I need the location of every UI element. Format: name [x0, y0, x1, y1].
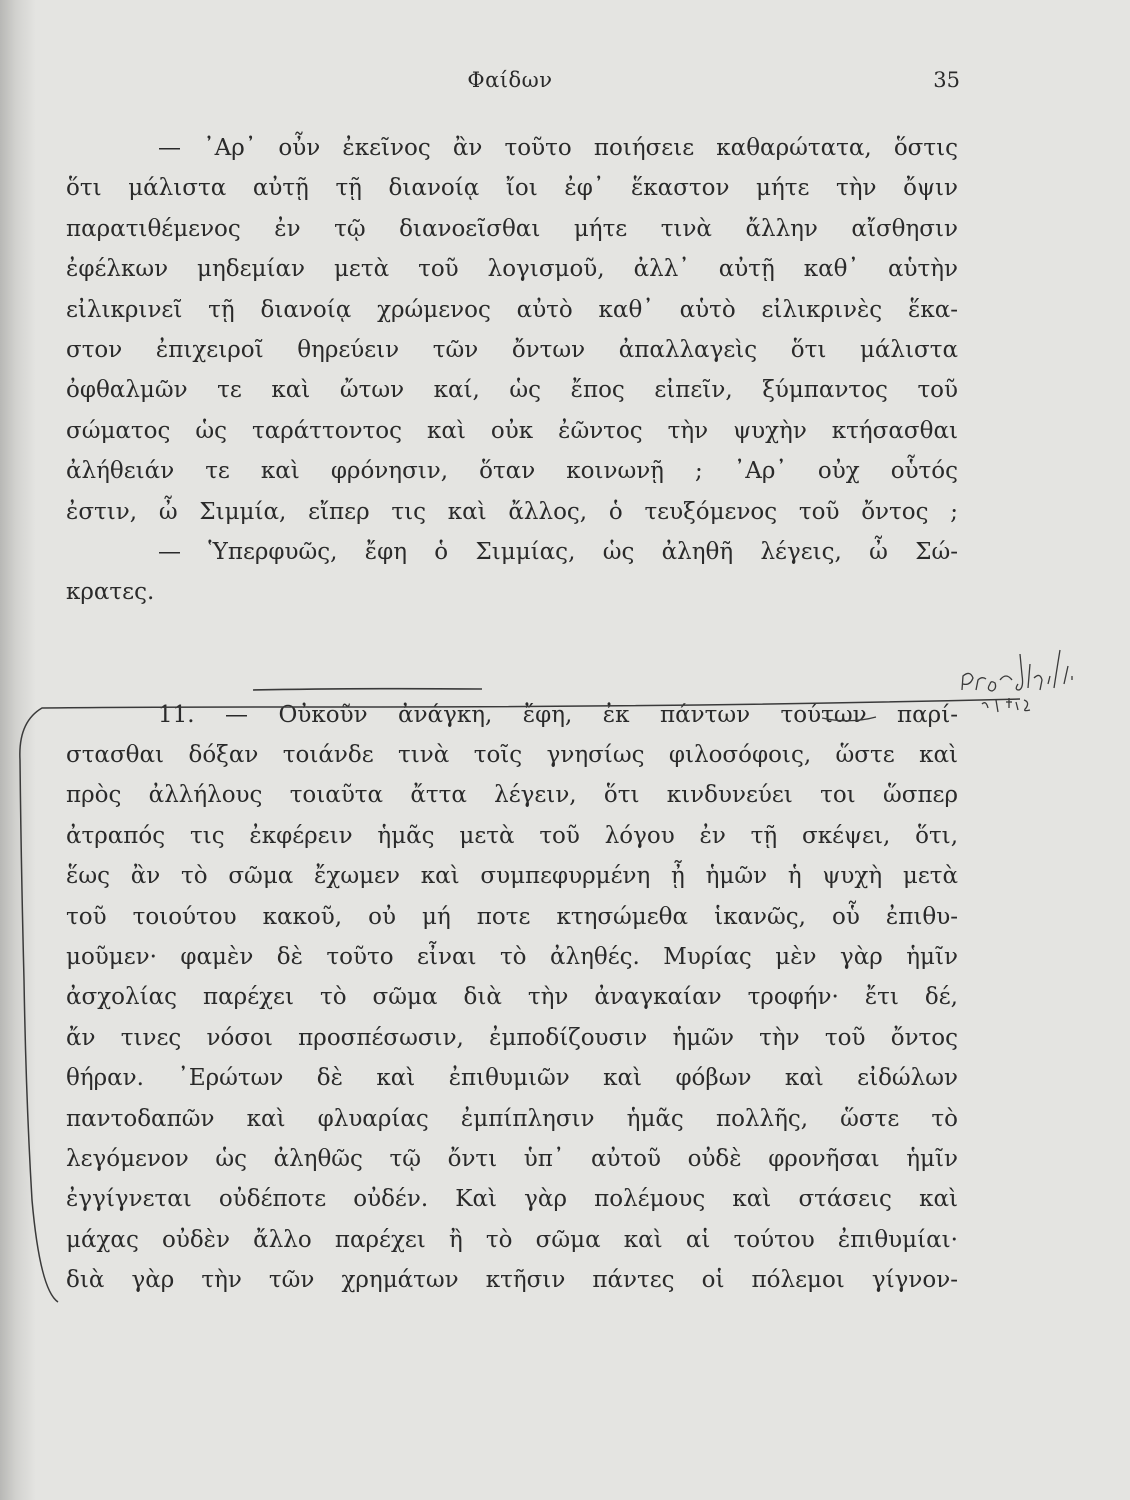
text-line: πρὸς ἀλλήλους τοιαῦτα ἄττα λέγειν, ὅτι κινδυνεύει τοι ὥσπερ — [66, 782, 958, 809]
text-line: ἄν τινες νόσοι προσπέσωσιν, ἐμποδίζουσιν ἡμῶν τὴν τοῦ ὄντος — [66, 1024, 958, 1051]
text-line: τοῦ τοιούτου κακοῦ, οὐ μή ποτε κτησώμεθα ἱκανῶς, οὗ ἐπιθυ- — [66, 903, 958, 930]
page-binding-shadow — [0, 0, 36, 1500]
text-line: σώματος ὡς ταράττοντος καὶ οὐκ ἐῶντος τὴν ψυχὴν κτήσασθαι — [66, 417, 958, 444]
running-title: Φαίδων — [467, 68, 553, 92]
handwritten-margin-note — [962, 650, 1072, 712]
paragraph-2 — [66, 532, 958, 613]
text-line: στον ἐπιχειροῖ θηρεύειν τῶν ὄντων ἀπαλλαγεὶς ὅτι μάλιστα — [66, 336, 958, 363]
page-number: 35 — [933, 68, 960, 92]
text-line: παντοδαπῶν καὶ φλυαρίας ἐμπίπλησιν ἡμᾶς πολλῆς, ὥστε τὸ — [66, 1105, 958, 1132]
body-text — [66, 128, 958, 1301]
text-line: ἀτραπός τις ἐκφέρειν ἡμᾶς μετὰ τοῦ λόγου ἐν τῇ σκέψει, ὅτι, — [66, 822, 958, 849]
paragraph-1 — [66, 128, 958, 532]
text-line: ὀφθαλμῶν τε καὶ ὤτων καί, ὡς ἔπος εἰπεῖν, ξύμπαντος τοῦ — [66, 377, 958, 404]
text-line: ἐφέλκων μηδεμίαν μετὰ τοῦ λογισμοῦ, ἀλλ᾿ αὐτῇ καθ᾿ αὑτὴν — [66, 256, 958, 283]
text-line: ὅτι μάλιστα αὐτῇ τῇ διανοίᾳ ἴοι ἐφ᾿ ἕκαστον μήτε τὴν ὄψιν — [66, 175, 958, 202]
section-gap — [66, 613, 958, 695]
text-line: λεγόμενον ὡς ἀληθῶς τῷ ὄντι ὑπ᾿ αὐτοῦ οὐδὲ φρονῆσαι ἡμῖν — [66, 1145, 958, 1172]
text-line: — Ὑπερφυῶς, ἔφη ὁ Σιμμίας, ὡς ἀληθῆ λέγεις, ὦ Σώ- — [158, 538, 958, 565]
text-line: διὰ γὰρ τὴν τῶν χρημάτων κτῆσιν πάντες οἱ πόλεμοι γίγνον- — [66, 1267, 958, 1294]
text-line: ἕως ἂν τὸ σῶμα ἔχωμεν καὶ συμπεφυρμένη ᾖ ἡμῶν ἡ ψυχὴ μετὰ — [66, 863, 958, 890]
text-line: ἐγγίγνεται οὐδέποτε οὐδέν. Καὶ γὰρ πολέμους καὶ στάσεις καὶ — [66, 1186, 958, 1213]
paragraph-3 — [66, 695, 958, 1301]
text-line: ἀσχολίας παρέχει τὸ σῶμα διὰ τὴν ἀναγκαίαν τροφήν· ἔτι δέ, — [66, 984, 958, 1011]
text-line: κρατες. — [66, 579, 155, 606]
text-line: εἰλικρινεῖ τῇ διανοίᾳ χρώμενος αὐτὸ καθ᾿ αὑτὸ εἰλικρινὲς ἕκα- — [66, 296, 958, 323]
text-line: στασθαι δόξαν τοιάνδε τινὰ τοῖς γνησίως φιλοσόφοις, ὥστε καὶ — [66, 742, 958, 769]
text-line: μάχας οὐδὲν ἄλλο παρέχει ἢ τὸ σῶμα καὶ αἱ τούτου ἐπιθυμίαι· — [66, 1226, 958, 1253]
text-line: μοῦμεν· φαμὲν δὲ τοῦτο εἶναι τὸ ἀληθές. Μυρίας μὲν γὰρ ἡμῖν — [66, 944, 958, 971]
text-line: θήραν. ᾿Ερώτων δὲ καὶ ἐπιθυμιῶν καὶ φόβων καὶ εἰδώλων — [66, 1065, 958, 1092]
text-line: — ᾿Αρ᾿ οὖν ἐκεῖνος ἂν τοῦτο ποιήσειε καθαρώτατα, ὅστις — [158, 135, 958, 161]
text-line: ἐστιν, ὦ Σιμμία, εἴπερ τις καὶ ἄλλος, ὁ τευξόμενος τοῦ ὄντος ; — [66, 498, 958, 525]
text-line: παρατιθέμενος ἐν τῷ διανοεῖσθαι μήτε τινὰ ἄλλην αἴσθησιν — [66, 215, 958, 242]
page-header — [60, 68, 960, 104]
text-line: ἀλήθειάν τε καὶ φρόνησιν, ὅταν κοινωνῇ ; ᾿Αρ᾿ οὐχ οὗτός — [66, 458, 958, 485]
section-heading-line: 11. — Οὐκοῦν ἀνάγκη, ἔφη, ἐκ πάντων τούτων παρί- — [158, 701, 958, 728]
